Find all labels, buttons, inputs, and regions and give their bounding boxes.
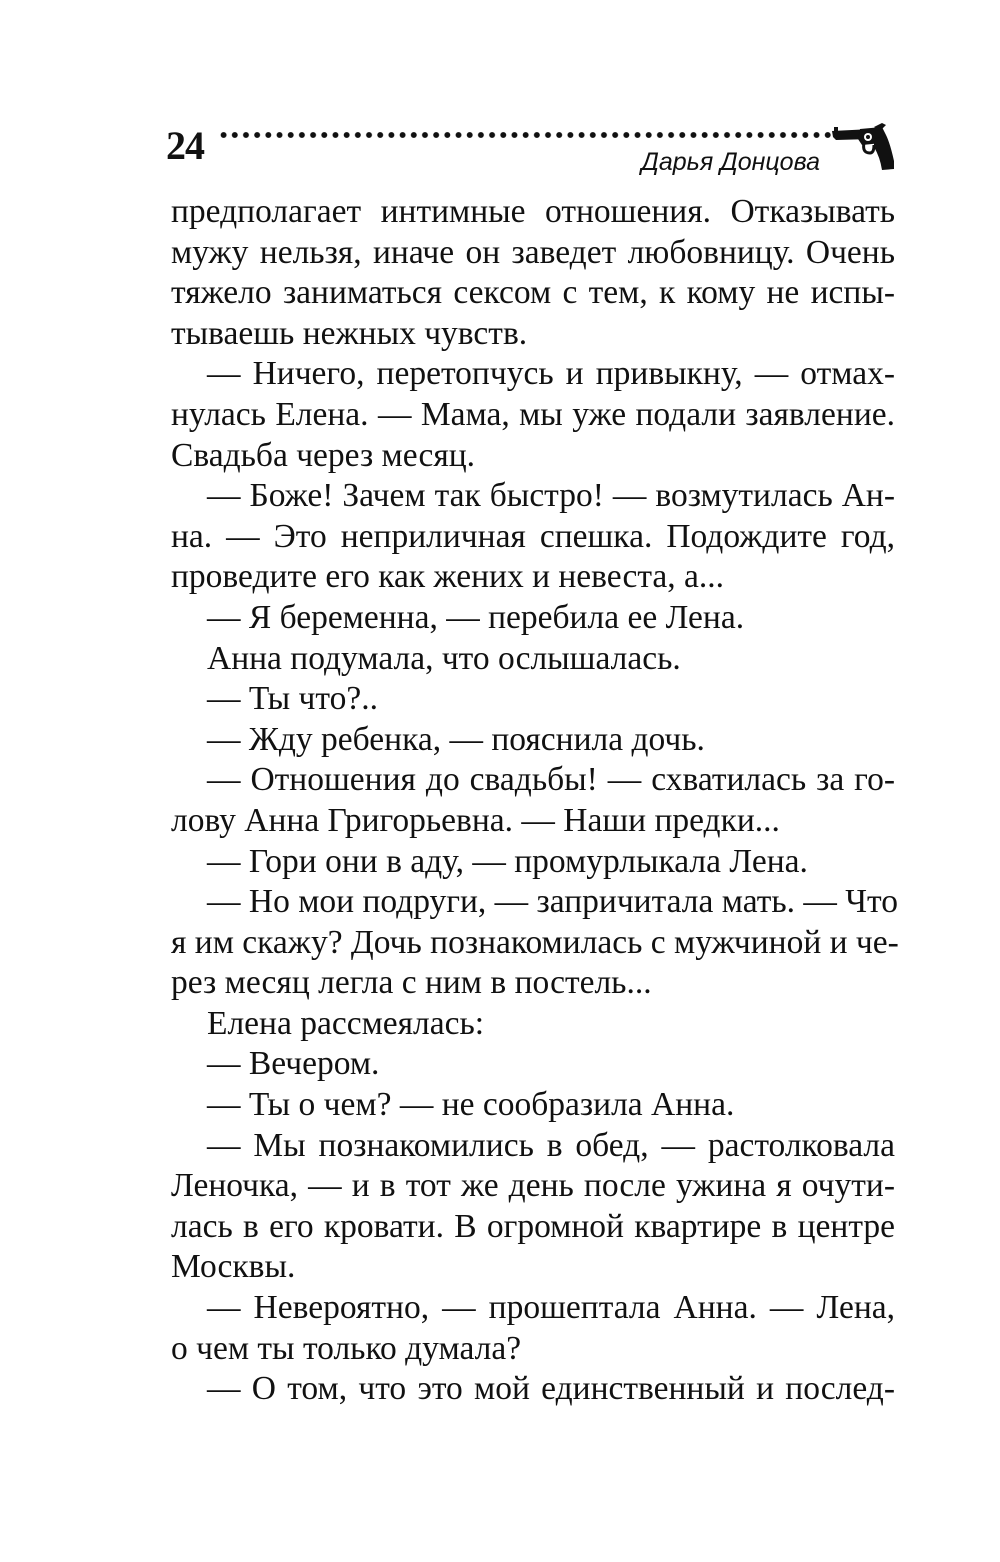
text-line: — Мы познакомились в обед, — растолковала <box>207 1126 895 1164</box>
text-line: предполагает интимные отношения. Отказывать <box>171 193 895 230</box>
text-line: нулась Елена. — Мама, мы уже подали заявление. <box>171 395 895 433</box>
text-line: Москвы. <box>171 1248 296 1286</box>
text-line: — Ты что?.. <box>207 680 378 718</box>
text-line: Свадьба через месяц. <box>171 436 476 474</box>
text-line: — Отношения до свадьбы! — схватилась за го- <box>207 761 895 799</box>
text-line: — Жду ребенка, — пояснила дочь. <box>207 720 705 758</box>
text-line: — Я беременна, — перебила ее Лена. <box>207 598 745 636</box>
text-line: Елена рассмеялась: <box>207 1004 485 1042</box>
text-line: лову Анна Григорьевна. — Наши предки... <box>171 801 780 839</box>
text-line: Анна подумала, что ослышалась. <box>207 639 681 677</box>
text-line: я им скажу? Дочь познакомилась с мужчиной и че- <box>171 923 899 961</box>
text-line: — Ты о чем? — не сообразила Анна. <box>207 1086 735 1124</box>
text-line: — Гори они в аду, — промурлыкала Лена. <box>207 842 808 880</box>
text-line: — Ничего, перетопчусь и привыкну, — отмах- <box>207 355 895 393</box>
text-line: мужу нельзя, иначе он заведет любовницу. Очень <box>171 233 895 271</box>
text-line: Леночка, — и в тот же день после ужина я очути- <box>171 1167 895 1205</box>
text-line: — Невероятно, — прошептала Анна. — Лена, <box>207 1289 895 1327</box>
text-line: проведите его как жених и невеста, а... <box>171 558 725 596</box>
text-line: тяжело заниматься сексом с тем, к кому не испы- <box>171 274 895 312</box>
text-line: — Вечером. <box>207 1045 380 1083</box>
author-name: Дарья Донцова <box>641 148 820 176</box>
dotted-header-rule <box>218 131 838 139</box>
text-line: лась в его кровати. В огромной квартире в центре <box>171 1207 895 1245</box>
text-line: на. — Это неприличная спешка. Подождите год, <box>171 517 895 555</box>
body-text <box>171 192 899 1410</box>
revolver-icon <box>830 123 896 171</box>
text-line: о чем ты только думала? <box>171 1329 522 1367</box>
page-number: 24 <box>166 123 204 168</box>
text-line: — О том, что это мой единственный и послед- <box>207 1370 895 1408</box>
text-line: — Боже! Зачем так быстро! — возмутилась Ан- <box>207 477 895 515</box>
text-line: тываешь нежных чувств. <box>171 314 528 352</box>
text-line: рез месяц легла с ним в постель... <box>171 964 652 1002</box>
text-line: — Но мои подруги, — запричитала мать. — Что <box>207 883 899 921</box>
